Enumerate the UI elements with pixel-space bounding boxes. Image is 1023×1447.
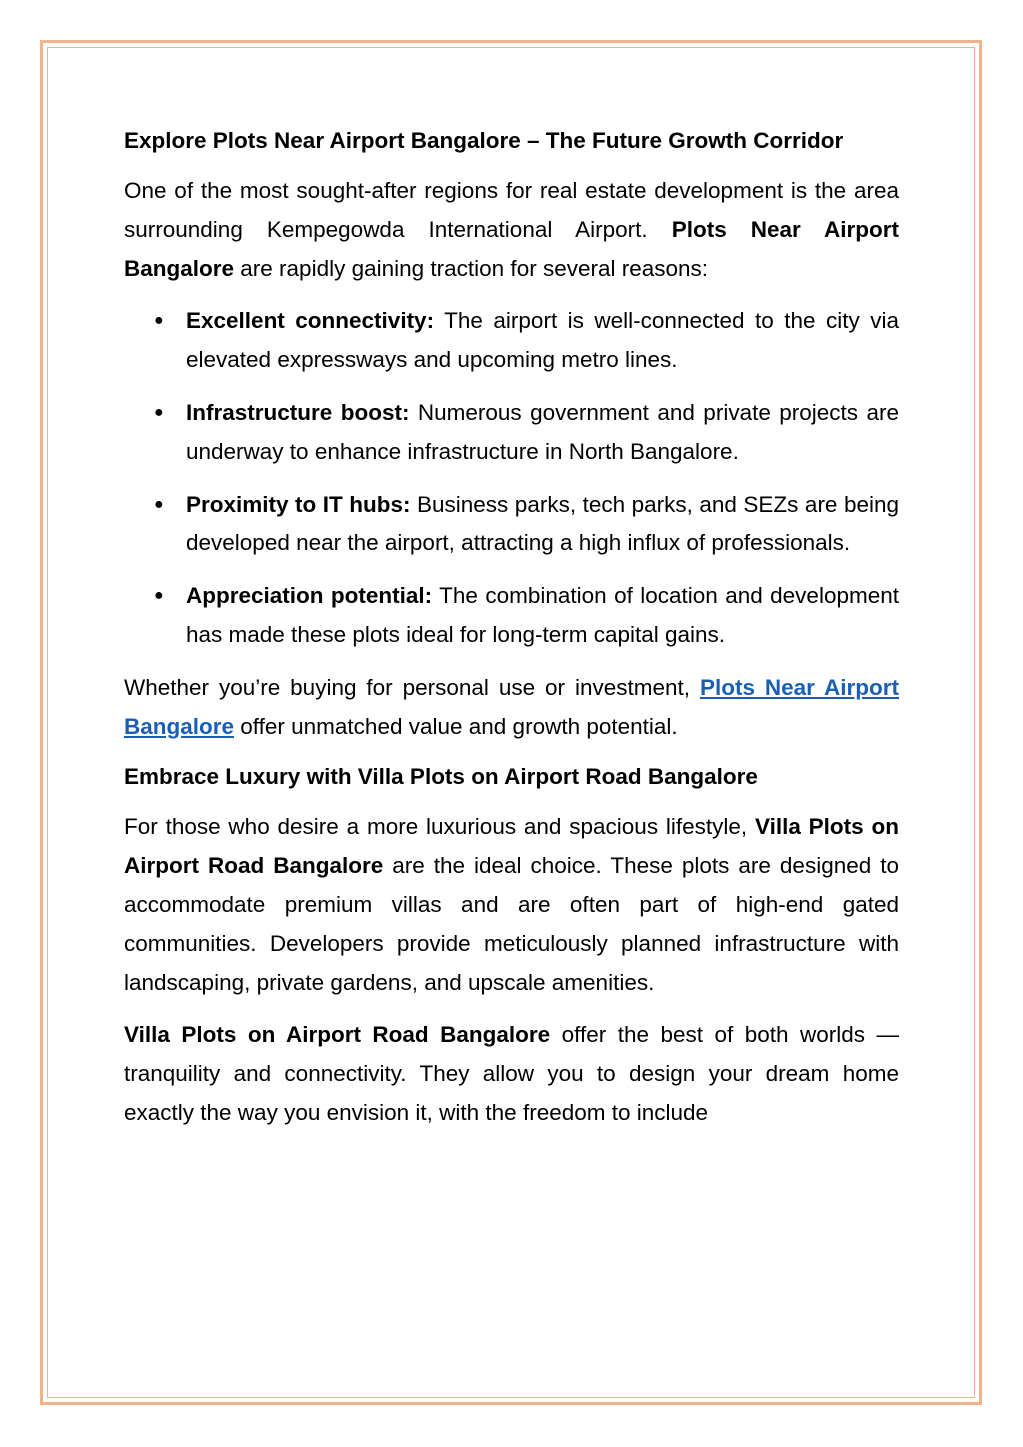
closing-text-end: offer unmatched value and growth potential. (234, 713, 678, 739)
intro-text-end: are rapidly gaining traction for several reasons: (234, 255, 709, 281)
list-item (124, 577, 899, 655)
villa-bold-keyword: Villa Plots on Airport Road Bangalore (124, 814, 899, 879)
intro-bold-keyword: Plots Near Airport Bangalore (124, 216, 900, 281)
list-item (124, 302, 899, 380)
document-body (124, 124, 899, 1147)
villa-benefits-bold-keyword: Villa Plots on Airport Road Bangalore (124, 1022, 551, 1048)
intro-paragraph (124, 172, 899, 288)
list-item-text: Numerous government and private projects are underway to enhance infrastructure in North Bangalore. (186, 399, 899, 464)
list-item-text: The airport is well-connected to the city via elevated expressways and upcoming metro lines. (186, 308, 899, 373)
section-heading-plots-near-airport: Explore Plots Near Airport Bangalore – The Future Growth Corridor (124, 128, 844, 153)
list-item (124, 486, 899, 564)
list-item-text: The combination of location and development has made these plots ideal for long-term capital gains. (186, 583, 899, 647)
reasons-list (124, 302, 899, 654)
intro-text: One of the most sought-after regions for real estate development is the area surrounding Kempegowda International Airport. (124, 178, 899, 242)
closing-paragraph (124, 669, 899, 747)
closing-text: Whether you’re buying for personal use or investment, (124, 674, 700, 700)
section-heading-villa-plots: Embrace Luxury with Villa Plots on Airport Road Bangalore (124, 764, 758, 790)
list-item-label: Infrastructure boost: (186, 399, 410, 425)
bullet-icon: ● (154, 587, 164, 605)
villa-paragraph (124, 808, 899, 1002)
villa-benefits-paragraph (124, 1016, 899, 1132)
list-item-label: Appreciation potential: (186, 583, 433, 609)
villa-text: For those who desire a more luxurious and spacious lifestyle, (124, 814, 755, 840)
list-item-text: Business parks, tech parks, and SEZs are being developed near the airport, attracting a high influx of professionals. (186, 491, 900, 556)
villa-benefits-text: offer the best of both worlds — tranquility and connectivity. They allow you to design your dream home exactly the way you envision it, with the freedom to include (124, 1022, 899, 1125)
villa-text-end: are the ideal choice. These plots are designed to accommodate premium villas and are often part of high-end gated communities. Developers provide meticulously planned infrastructure with landscaping, private gardens, and upscale amenities. (124, 853, 900, 995)
list-item-label: Excellent connectivity: (186, 308, 435, 334)
list-item-label: Proximity to IT hubs: (186, 491, 411, 517)
bullet-icon: ● (154, 403, 164, 421)
bullet-icon: ● (154, 312, 164, 330)
plots-near-airport-link[interactable]: Plots Near Airport Bangalore (124, 674, 900, 739)
bullet-icon: ● (154, 495, 164, 513)
list-item (124, 394, 899, 472)
